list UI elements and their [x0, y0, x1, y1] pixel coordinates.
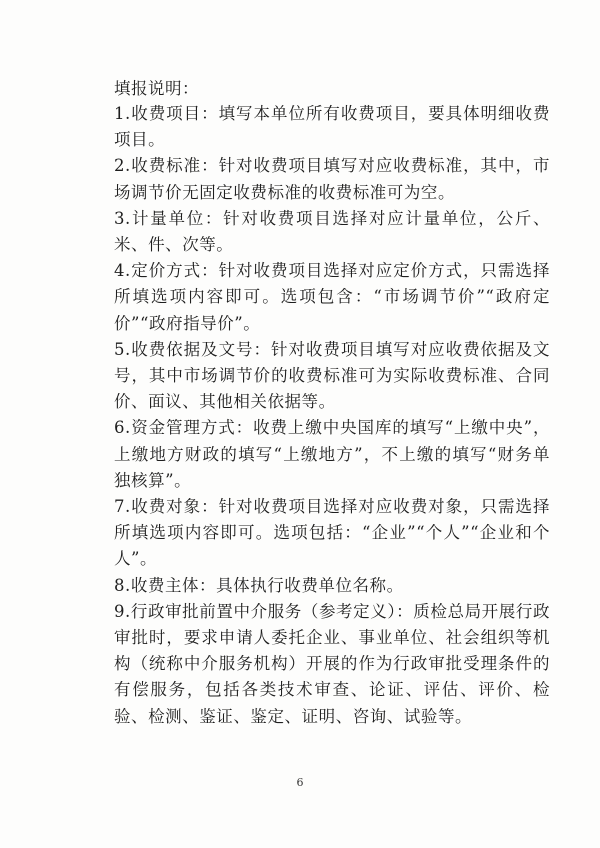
- note-item: 2.收费标准：针对收费项目填写对应收费标准，其中，市场调节价无固定收费标准的收费标准可为空。: [114, 156, 550, 202]
- note-item: 8.收费主体：具体执行收费单位名称。: [114, 575, 404, 595]
- note-item: 6.资金管理方式：收费上缴中央国库的填写“上缴中央”，上缴地方财政的填写“上缴地方”，不上缴的填写“财务单独核算”。: [114, 418, 550, 490]
- page-number: 6: [296, 776, 304, 789]
- note-item: 5.收费依据及文号：针对收费项目填写对应收费依据及文号，其中市场调节价的收费标准可为实际收费标准、合同价、面议、其他相关依据等。: [114, 339, 550, 412]
- note-item: 9.行政审批前置中介服务（参考定义）：质检总局开展行政审批时，要求申请人委托企业、事业单位、社会组织等机构（统称中介服务机构）开展的作为行政审批受理条件的有偿服务，包括各类技术审查、论证、评估、评价、检验、检测、鉴证、鉴定、证明、咨询、试验等。: [114, 601, 550, 726]
- notes-heading: 填报说明：: [114, 79, 199, 98]
- note-item: 7.收费对象：针对收费项目选择对应收费对象，只需选择所填选项内容即可。选项包括：“企业”“个人”“企业和个人”。: [114, 497, 550, 569]
- note-item: 4.定价方式：针对收费项目选择对应定价方式，只需选择所填选项内容即可。选项包含：“市场调节价”“政府定价”“政府指导价”。: [114, 261, 550, 333]
- notes-list: [114, 101, 550, 730]
- note-item: 3.计量单位：针对收费项目选择对应计量单位，公斤、米、件、次等。: [114, 208, 550, 255]
- note-item: 1.收费项目：填写本单位所有收费项目，要具体明细收费项目。: [114, 104, 550, 150]
